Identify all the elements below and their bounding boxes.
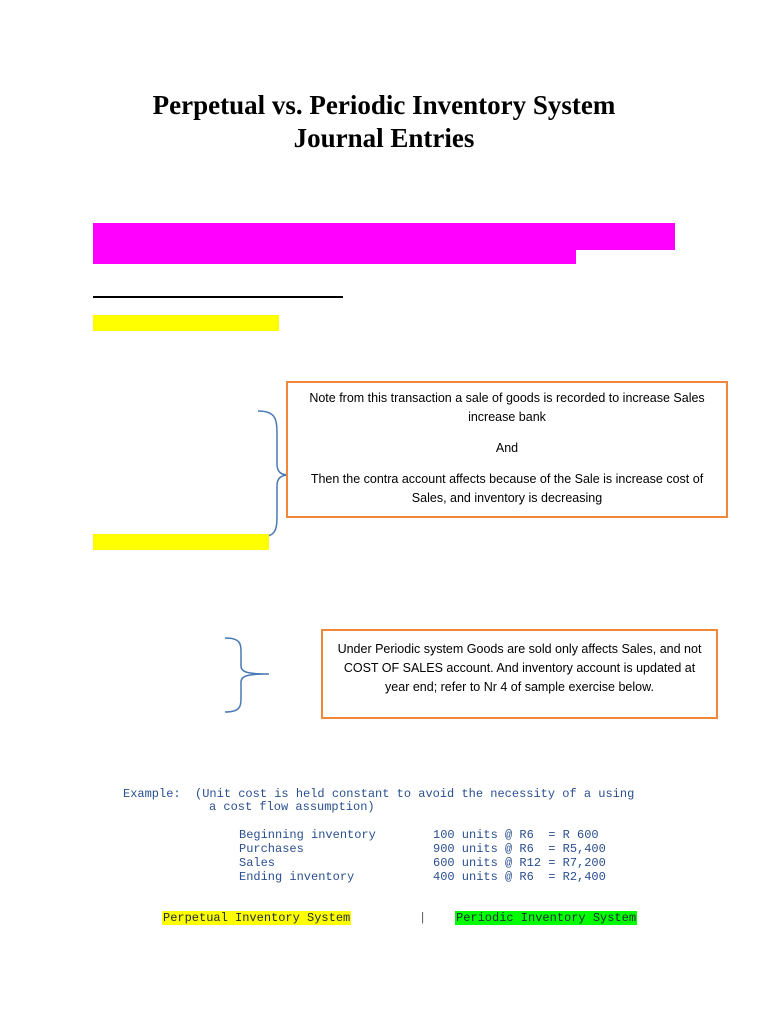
example-row: [0, 870, 768, 884]
horizontal-rule: [93, 296, 343, 298]
yellow-highlight-bar: [93, 315, 279, 331]
yellow-highlight-bar: [93, 534, 269, 550]
perpetual-note-box: [286, 381, 728, 518]
example-row-label: Sales: [239, 856, 276, 870]
page-title-line-1: Perpetual vs. Periodic Inventory System: [152, 90, 616, 120]
example-row-value: 400 units @ R6 = R2,400: [433, 870, 606, 884]
magenta-highlight-bar: [93, 223, 675, 250]
note-text: And: [495, 441, 519, 455]
periodic-system-label: Periodic Inventory System: [456, 911, 637, 925]
periodic-note-box: [321, 629, 718, 719]
example-row: [0, 856, 768, 870]
example-row-value: 600 units @ R12 = R7,200: [433, 856, 606, 870]
example-row: [0, 842, 768, 856]
example-intro: Example: (Unit cost is held constant to avoid the necessity of a using: [123, 787, 635, 801]
note-text: Under Periodic system Goods are sold only affects Sales, and not COST OF SALES account. And inventory account is updated at year end; refer to Nr 4 of sample exercise below.: [337, 642, 702, 694]
page-title-line-2: Journal Entries: [293, 123, 475, 153]
note-text: Then the contra account affects because of the Sale is increase cost of Sales, and inventory is decreasing: [310, 472, 704, 505]
column-separator: |: [419, 911, 427, 925]
right-curly-brace-icon: [223, 636, 271, 714]
note-text: Note from this transaction a sale of goods is recorded to increase Sales increase bank: [309, 391, 705, 424]
example-row-label: Purchases: [239, 842, 304, 856]
example-row-value: 900 units @ R6 = R5,400: [433, 842, 606, 856]
example-row: [0, 828, 768, 842]
example-row-label: Beginning inventory: [239, 828, 376, 842]
example-intro-continuation: a cost flow assumption): [209, 800, 375, 814]
example-row-label: Ending inventory: [239, 870, 355, 884]
perpetual-system-label: Perpetual Inventory System: [163, 911, 351, 925]
magenta-highlight-bar: [93, 250, 576, 264]
example-row-value: 100 units @ R6 = R 600: [433, 828, 599, 842]
